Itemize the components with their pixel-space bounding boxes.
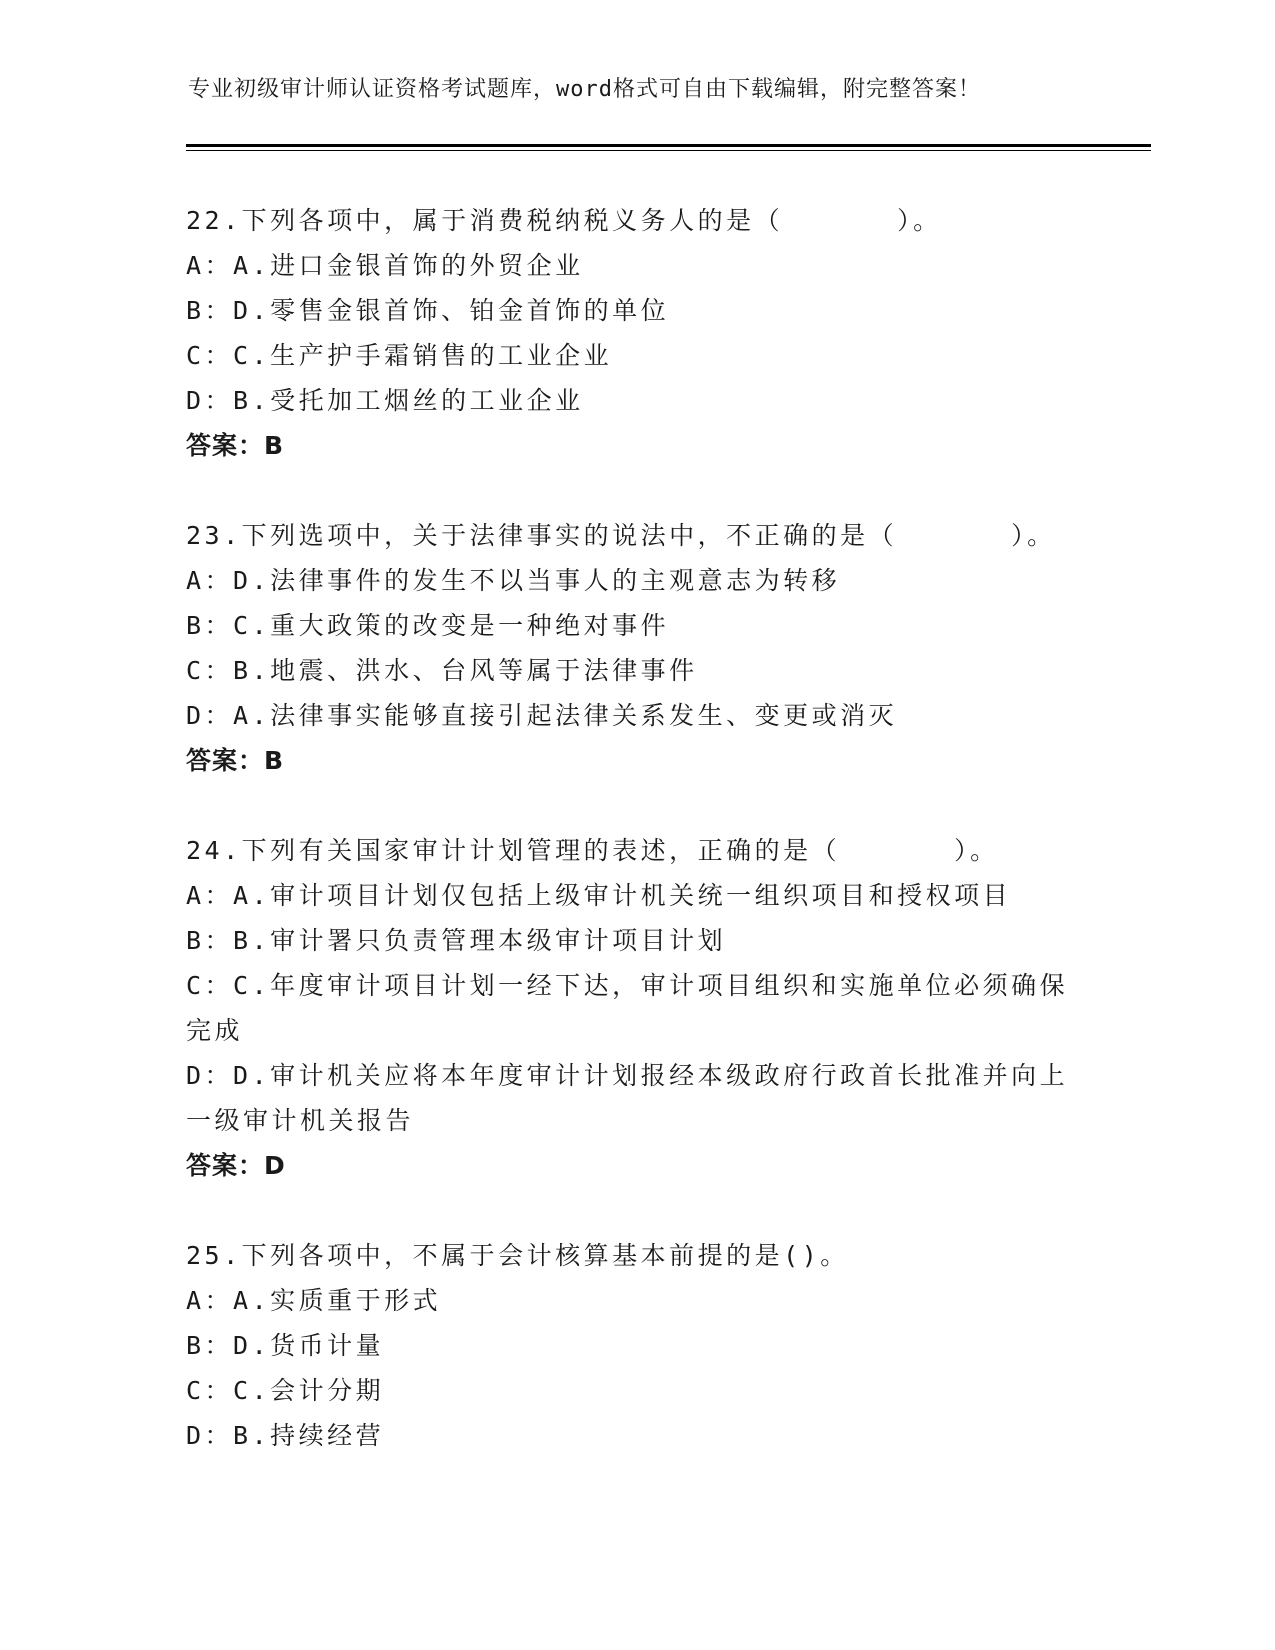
question-24-option-d-continued: 一级审计机关报告: [186, 1106, 415, 1135]
question-24-option-a: A：A.审计项目计划仅包括上级审计机关统一组织项目和授权项目: [186, 881, 1012, 910]
question-22-option-a: A：A.进口金银首饰的外贸企业: [186, 251, 584, 280]
question-22-option-d: D：B.受托加工烟丝的工业企业: [186, 386, 584, 415]
question-24-option-d: D：D.审计机关应将本年度审计计划报经本级政府行政首长批准并向上: [186, 1061, 1069, 1090]
page-header: 专业初级审计师认证资格考试题库，word格式可自由下载编辑，附完整答案！: [188, 77, 981, 102]
question-25-option-b: B：D.货币计量: [186, 1331, 385, 1360]
question-24-option-c: C：C.年度审计项目计划一经下达，审计项目组织和实施单位必须确保: [186, 971, 1069, 1000]
question-23-option-a: A：D.法律事件的发生不以当事人的主观意志为转移: [186, 566, 841, 595]
question-24-option-b: B：B.审计署只负责管理本级审计项目计划: [186, 926, 727, 955]
question-22-option-b: B：D.零售金银首饰、铂金首饰的单位: [186, 296, 670, 325]
question-25-option-c: C：C.会计分期: [186, 1376, 385, 1405]
question-25-stem: 25.下列各项中，不属于会计核算基本前提的是()。: [186, 1241, 849, 1270]
question-22-option-c: C：C.生产护手霜销售的工业企业: [186, 341, 613, 370]
question-22-stem: 22.下列各项中，属于消费税纳税义务人的是（ ）。: [186, 206, 942, 235]
question-25-option-d: D：B.持续经营: [186, 1421, 385, 1450]
question-23-answer: 答案：B: [186, 746, 285, 775]
question-23-option-c: C：B.地震、洪水、台风等属于法律事件: [186, 656, 698, 685]
question-24-answer: 答案：D: [186, 1151, 286, 1180]
header-divider: [186, 144, 1151, 151]
question-24-stem: 24.下列有关国家审计计划管理的表述，正确的是（ ）。: [186, 836, 999, 865]
question-23-stem: 23.下列选项中，关于法律事实的说法中，不正确的是（ ）。: [186, 521, 1056, 550]
question-23-option-b: B：C.重大政策的改变是一种绝对事件: [186, 611, 670, 640]
question-25-option-a: A：A.实质重于形式: [186, 1286, 442, 1315]
question-23-option-d: D：A.法律事实能够直接引起法律关系发生、变更或消灭: [186, 701, 898, 730]
question-24-option-c-continued: 完成: [186, 1016, 244, 1045]
question-22-answer: 答案：B: [186, 431, 285, 460]
